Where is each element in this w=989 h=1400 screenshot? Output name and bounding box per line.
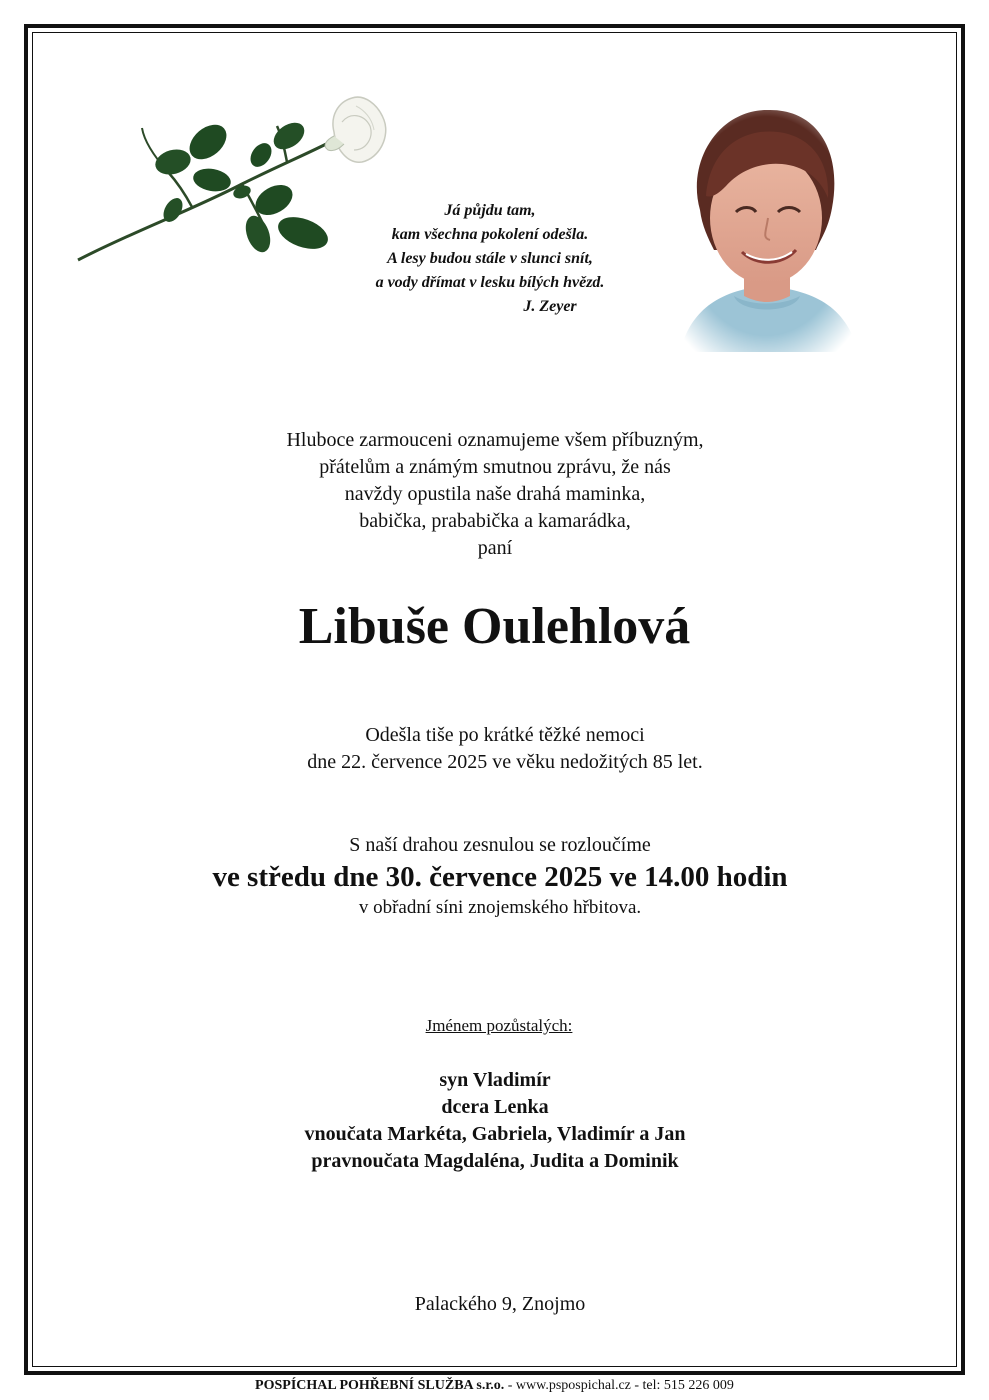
footer (0, 1377, 989, 1395)
survivors-list (150, 1067, 840, 1175)
poem-line: kam všechna pokolení odešla. (391, 226, 589, 243)
death-notice (150, 722, 860, 776)
address: Palackého 9, Znojmo (414, 1293, 586, 1315)
footer-company: POSPÍCHAL POHŘEBNÍ SLUŽBA s.r.o. (255, 1378, 505, 1393)
poem-line: a vody dřímat v lesku bílých hvězd. (375, 274, 605, 291)
poem-line: A lesy budou stále v slunci snít, (387, 250, 593, 267)
death-line: dne 22. července 2025 ve věku nedožitých 85 let. (307, 751, 703, 773)
farewell-info (100, 832, 900, 921)
survivor-line: vnoučata Markéta, Gabriela, Vladimír a Jan (304, 1123, 686, 1145)
survivor-line: dcera Lenka (441, 1096, 549, 1118)
poem-quote (300, 199, 680, 319)
announcement-line: navždy opustila naše drahá maminka, (344, 483, 646, 505)
portrait-photo (670, 100, 862, 352)
announcement-text (190, 427, 800, 562)
poem-author: J. Zeyer (523, 298, 577, 315)
announcement-line: paní (477, 537, 513, 559)
announcement-line: přátelům a známým smutnou zprávu, že nás (319, 456, 671, 478)
poem-line: Já půjdu tam, (444, 202, 536, 219)
announcement-line: Hluboce zarmouceni oznamujeme všem příbuzným, (286, 429, 704, 451)
deceased-name: Libuše Oulehlová (298, 598, 691, 655)
survivors-label: Jménem pozůstalých: (425, 1016, 573, 1035)
death-line: Odešla tiše po krátké těžké nemoci (365, 724, 645, 746)
announcement-line: babička, prababička a kamarádka, (359, 510, 631, 532)
footer-contact: - www.pspospichal.cz - tel: 515 226 009 (504, 1378, 734, 1393)
survivor-line: syn Vladimír (439, 1069, 551, 1091)
farewell-place: v obřadní síni znojemského hřbitova. (358, 897, 642, 918)
farewell-intro: S naší drahou zesnulou se rozloučíme (349, 834, 651, 856)
farewell-date: ve středu dne 30. července 2025 ve 14.00 hodin (212, 861, 788, 893)
survivor-line: pravnoučata Magdaléna, Judita a Dominik (311, 1150, 679, 1172)
